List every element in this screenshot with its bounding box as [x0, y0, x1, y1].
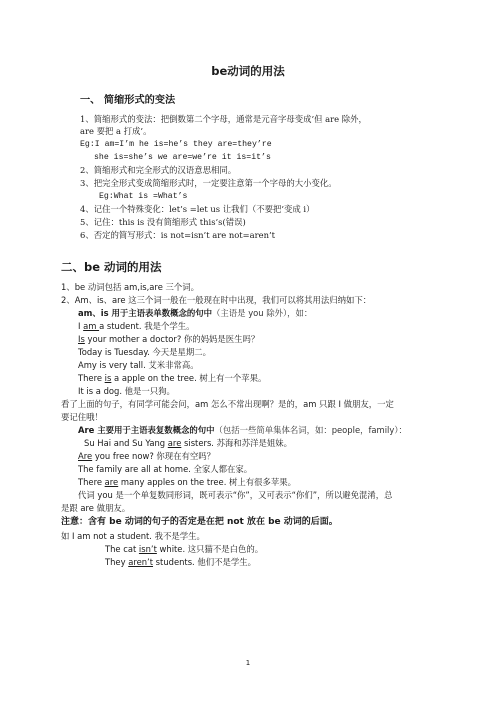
example-10-pre: There [78, 477, 105, 487]
negative-example-3-pre: They [105, 557, 129, 567]
negative-example-3-underlined: aren’t [128, 557, 154, 567]
page-number: 1 [245, 659, 251, 667]
example-contractions-2: she is=she’s we are=we’re it is=it’s [94, 153, 271, 162]
caution-line: 注意：含有 be 动词的句子的否定是在把 not 放在 be 动词的后面。 [61, 517, 338, 527]
example-8 [78, 451, 215, 462]
example-10-underlined: are [104, 477, 119, 487]
section2-heading: 二、be 动词的用法 [61, 260, 162, 274]
rule-3: 3、把完全形式变成简缩形式时，一定要注意第一个字母的大小变化。 [80, 178, 337, 188]
example-5-post: a apple on the tree. 树上有一个苹果。 [111, 373, 267, 383]
am-is-rule-note: （主语是 you 除外），如： [212, 308, 313, 318]
are-rule-bold: Are 主要用于主语表复数概念的句中 [78, 425, 215, 435]
example-5-pre: There [78, 373, 105, 383]
example-7 [84, 438, 292, 449]
example-8-post: you free now? 你现在有空吗？ [92, 451, 216, 461]
negative-example-2 [105, 544, 263, 555]
negative-example-1: 如 I am not a student. 我不是学生。 [61, 531, 205, 541]
negative-example-3-post: students. 他们不是学生。 [153, 557, 257, 567]
negative-example-2-pre: The cat [105, 544, 139, 554]
example-1-pre: I [78, 321, 84, 331]
page-title: be动词的用法 [211, 64, 285, 78]
example-6: It is a dog. 他是一只狗。 [78, 386, 175, 396]
are-rule-note: （包括一些简单集体名词，如：people，family）： [214, 425, 407, 435]
rule-5: 5、记住：this is 没有简缩形式 this’s(错误) [80, 217, 246, 227]
example-10-post: many apples on the tree. 树上有很多苹果。 [118, 477, 297, 487]
rule-4: 4、记住一个特殊变化：let’s =let us 让我们（不要把’变成 i） [80, 204, 315, 214]
section1-heading: 一、 简缩形式的变法 [80, 95, 176, 106]
negative-example-2-underlined: isn’t [138, 544, 157, 554]
rule-1-line2: are 要把 a 打成’。 [80, 126, 152, 136]
example-2 [78, 334, 259, 345]
intro-line-2: 2、Am、is、are 这三个词一般在一般现在时中出现，我们可以将其用法归纳如下： [61, 295, 372, 305]
example-4: Amy is very tall. 艾米非常高。 [78, 360, 199, 370]
example-7-post: sisters. 苏海和苏洋是姐妹。 [181, 438, 293, 448]
example-what-is: Eg:What is =What’s [99, 192, 188, 201]
example-contractions-1: Eg:I am=I’m he is=he’s they are=they’re [80, 140, 272, 149]
note-2: 要记住哦！ [61, 412, 103, 422]
example-10 [78, 477, 296, 488]
note-4: 是跟 are 做朋友。 [61, 503, 131, 513]
example-5 [78, 373, 266, 384]
negative-example-2-post: white. 这只猫不是白色的。 [156, 544, 264, 554]
note-1: 看了上面的句子，有同学可能会问，am 怎么不常出现啊？是的，am 只跟 I 做朋友，一定 [61, 399, 394, 409]
intro-line-1: 1、be 动词包括 am,is,are 三个词。 [61, 282, 200, 292]
example-2-post: your mother a doctor? 你的妈妈是医生吗？ [84, 334, 260, 344]
example-2-underlined: Is [78, 334, 85, 344]
example-7-pre: Su Hai and Su Yang [84, 438, 168, 448]
negative-example-3 [105, 557, 256, 568]
rule-6: 6、否定的简写形式：is not=isn’t are not=aren’t [80, 230, 276, 240]
example-5-underlined: is [104, 373, 112, 383]
rule-1-line1: 1、简缩形式的变法：把倒数第二个字母，通常是元音字母变成’但 are 除外， [80, 114, 367, 124]
example-3: Today is Tuesday. 今天是星期二。 [78, 347, 212, 357]
rule-2: 2、简缩形式和完全形式的汉语意思相同。 [80, 165, 237, 175]
are-rule [78, 425, 407, 436]
example-7-underlined: are [167, 438, 182, 448]
example-9: The family are all at home. 全家人都在家。 [78, 464, 253, 474]
note-3: 代词 you 是一个单复数同形词，既可表示“你”，又可表示“你们”，所以避免混淆，总 [78, 490, 393, 500]
example-1 [78, 321, 194, 332]
example-1-underlined: am [83, 321, 100, 331]
am-is-rule-bold: am、is 用于主语表单数概念的句中 [78, 308, 213, 318]
example-8-underlined: Are [78, 451, 93, 461]
am-is-rule [78, 308, 312, 319]
example-1-post: a student. 我是个学生。 [99, 321, 195, 331]
